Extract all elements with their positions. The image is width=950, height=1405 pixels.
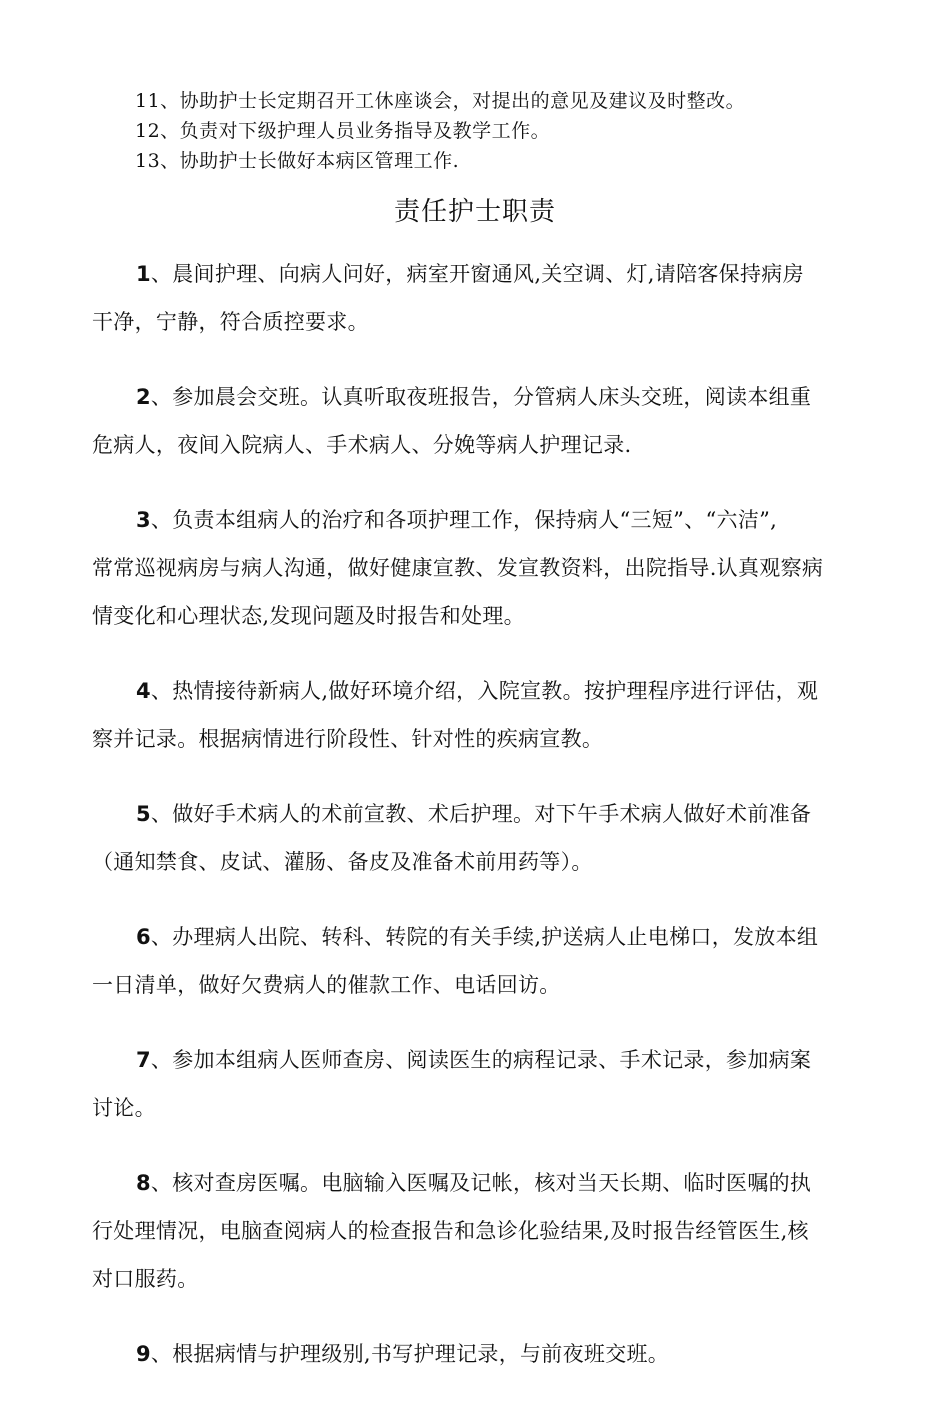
duty-number: 6	[136, 925, 151, 949]
duty-line: 常常巡视病房与病人沟通，做好健康宣教、发宣教资料，出院指导.认真观察病	[92, 556, 824, 580]
duty-line	[92, 1330, 857, 1378]
duty-number: 4	[136, 679, 151, 703]
duty-text: 、热情接待新病人,做好环境介绍，入院宣教。按护理程序进行评估，观	[150, 679, 819, 703]
duty-line	[92, 1159, 857, 1207]
duty-text: 、参加晨会交班。认真听取夜班报告，分管病人床头交班，阅读本组重	[150, 385, 812, 409]
duty-text: 、做好手术病人的术前宣教、术后护理。对下午手术病人做好术前准备	[150, 802, 812, 826]
duty-text: 、参加本组病人医师查房、阅读医生的病程记录、手术记录，参加病案	[150, 1048, 812, 1072]
list-item: 12、负责对下级护理人员业务指导及教学工作。	[135, 120, 551, 142]
duty-item-7	[92, 1036, 857, 1132]
duty-line	[92, 250, 857, 298]
duty-text: 、晨间护理、向病人问好，病室开窗通风,关空调、灯,请陪客保持病房	[150, 262, 804, 286]
duty-line	[92, 373, 857, 421]
duty-number: 1	[136, 262, 151, 286]
duty-item-3	[92, 496, 857, 640]
duty-line: 察并记录。根据病情进行阶段性、针对性的疾病宣教。	[92, 727, 604, 751]
duty-number: 2	[136, 385, 151, 409]
duty-line	[92, 667, 857, 715]
duty-item-4	[92, 667, 857, 763]
duty-line: 一日清单，做好欠费病人的催款工作、电话回访。	[92, 973, 561, 997]
duty-line	[92, 913, 857, 961]
duty-text: 、核对查房医嘱。电脑输入医嘱及记帐，核对当天长期、临时医嘱的执	[150, 1171, 812, 1195]
duty-line: （通知禁食、皮试、灌肠、备皮及准备术前用药等）。	[92, 850, 593, 874]
duty-number: 8	[136, 1171, 151, 1195]
duty-list	[92, 250, 857, 1405]
previous-duty-list	[135, 86, 875, 176]
duty-line: 行处理情况，电脑查阅病人的检查报告和急诊化验结果,及时报告经管医生,核	[92, 1219, 809, 1243]
list-item: 13、协助护士长做好本病区管理工作.	[135, 150, 460, 172]
duty-text: 、根据病情与护理级别,书写护理记录，与前夜班交班。	[150, 1342, 670, 1366]
duty-line: 对口服药。	[92, 1267, 199, 1291]
section-title: 责任护士职责	[393, 197, 556, 227]
duty-text: 、办理病人出院、转科、转院的有关手续,护送病人止电梯口，发放本组	[150, 925, 819, 949]
duty-item-2	[92, 373, 857, 469]
duty-line	[92, 496, 857, 544]
duty-number: 7	[136, 1048, 151, 1072]
duty-item-5	[92, 790, 857, 886]
duty-line: 干净，宁静，符合质控要求。	[92, 310, 369, 334]
duty-item-8	[92, 1159, 857, 1303]
duty-line	[92, 790, 857, 838]
duty-item-6	[92, 913, 857, 1009]
duty-number: 9	[136, 1342, 151, 1366]
duty-number: 3	[136, 508, 151, 532]
list-item: 11、协助护士长定期召开工休座谈会，对提出的意见及建议及时整改。	[135, 90, 746, 112]
duty-line: 危病人，夜间入院病人、手术病人、分娩等病人护理记录.	[92, 433, 632, 457]
duty-line: 情变化和心理状态,发现问题及时报告和处理。	[92, 604, 525, 628]
duty-line	[92, 1036, 857, 1084]
duty-line: 讨论。	[92, 1096, 156, 1120]
duty-item-1	[92, 250, 857, 346]
duty-item-9	[92, 1330, 857, 1378]
duty-number: 5	[136, 802, 151, 826]
duty-text: 、负责本组病人的治疗和各项护理工作，保持病人“三短”、“六洁”,	[150, 508, 778, 532]
